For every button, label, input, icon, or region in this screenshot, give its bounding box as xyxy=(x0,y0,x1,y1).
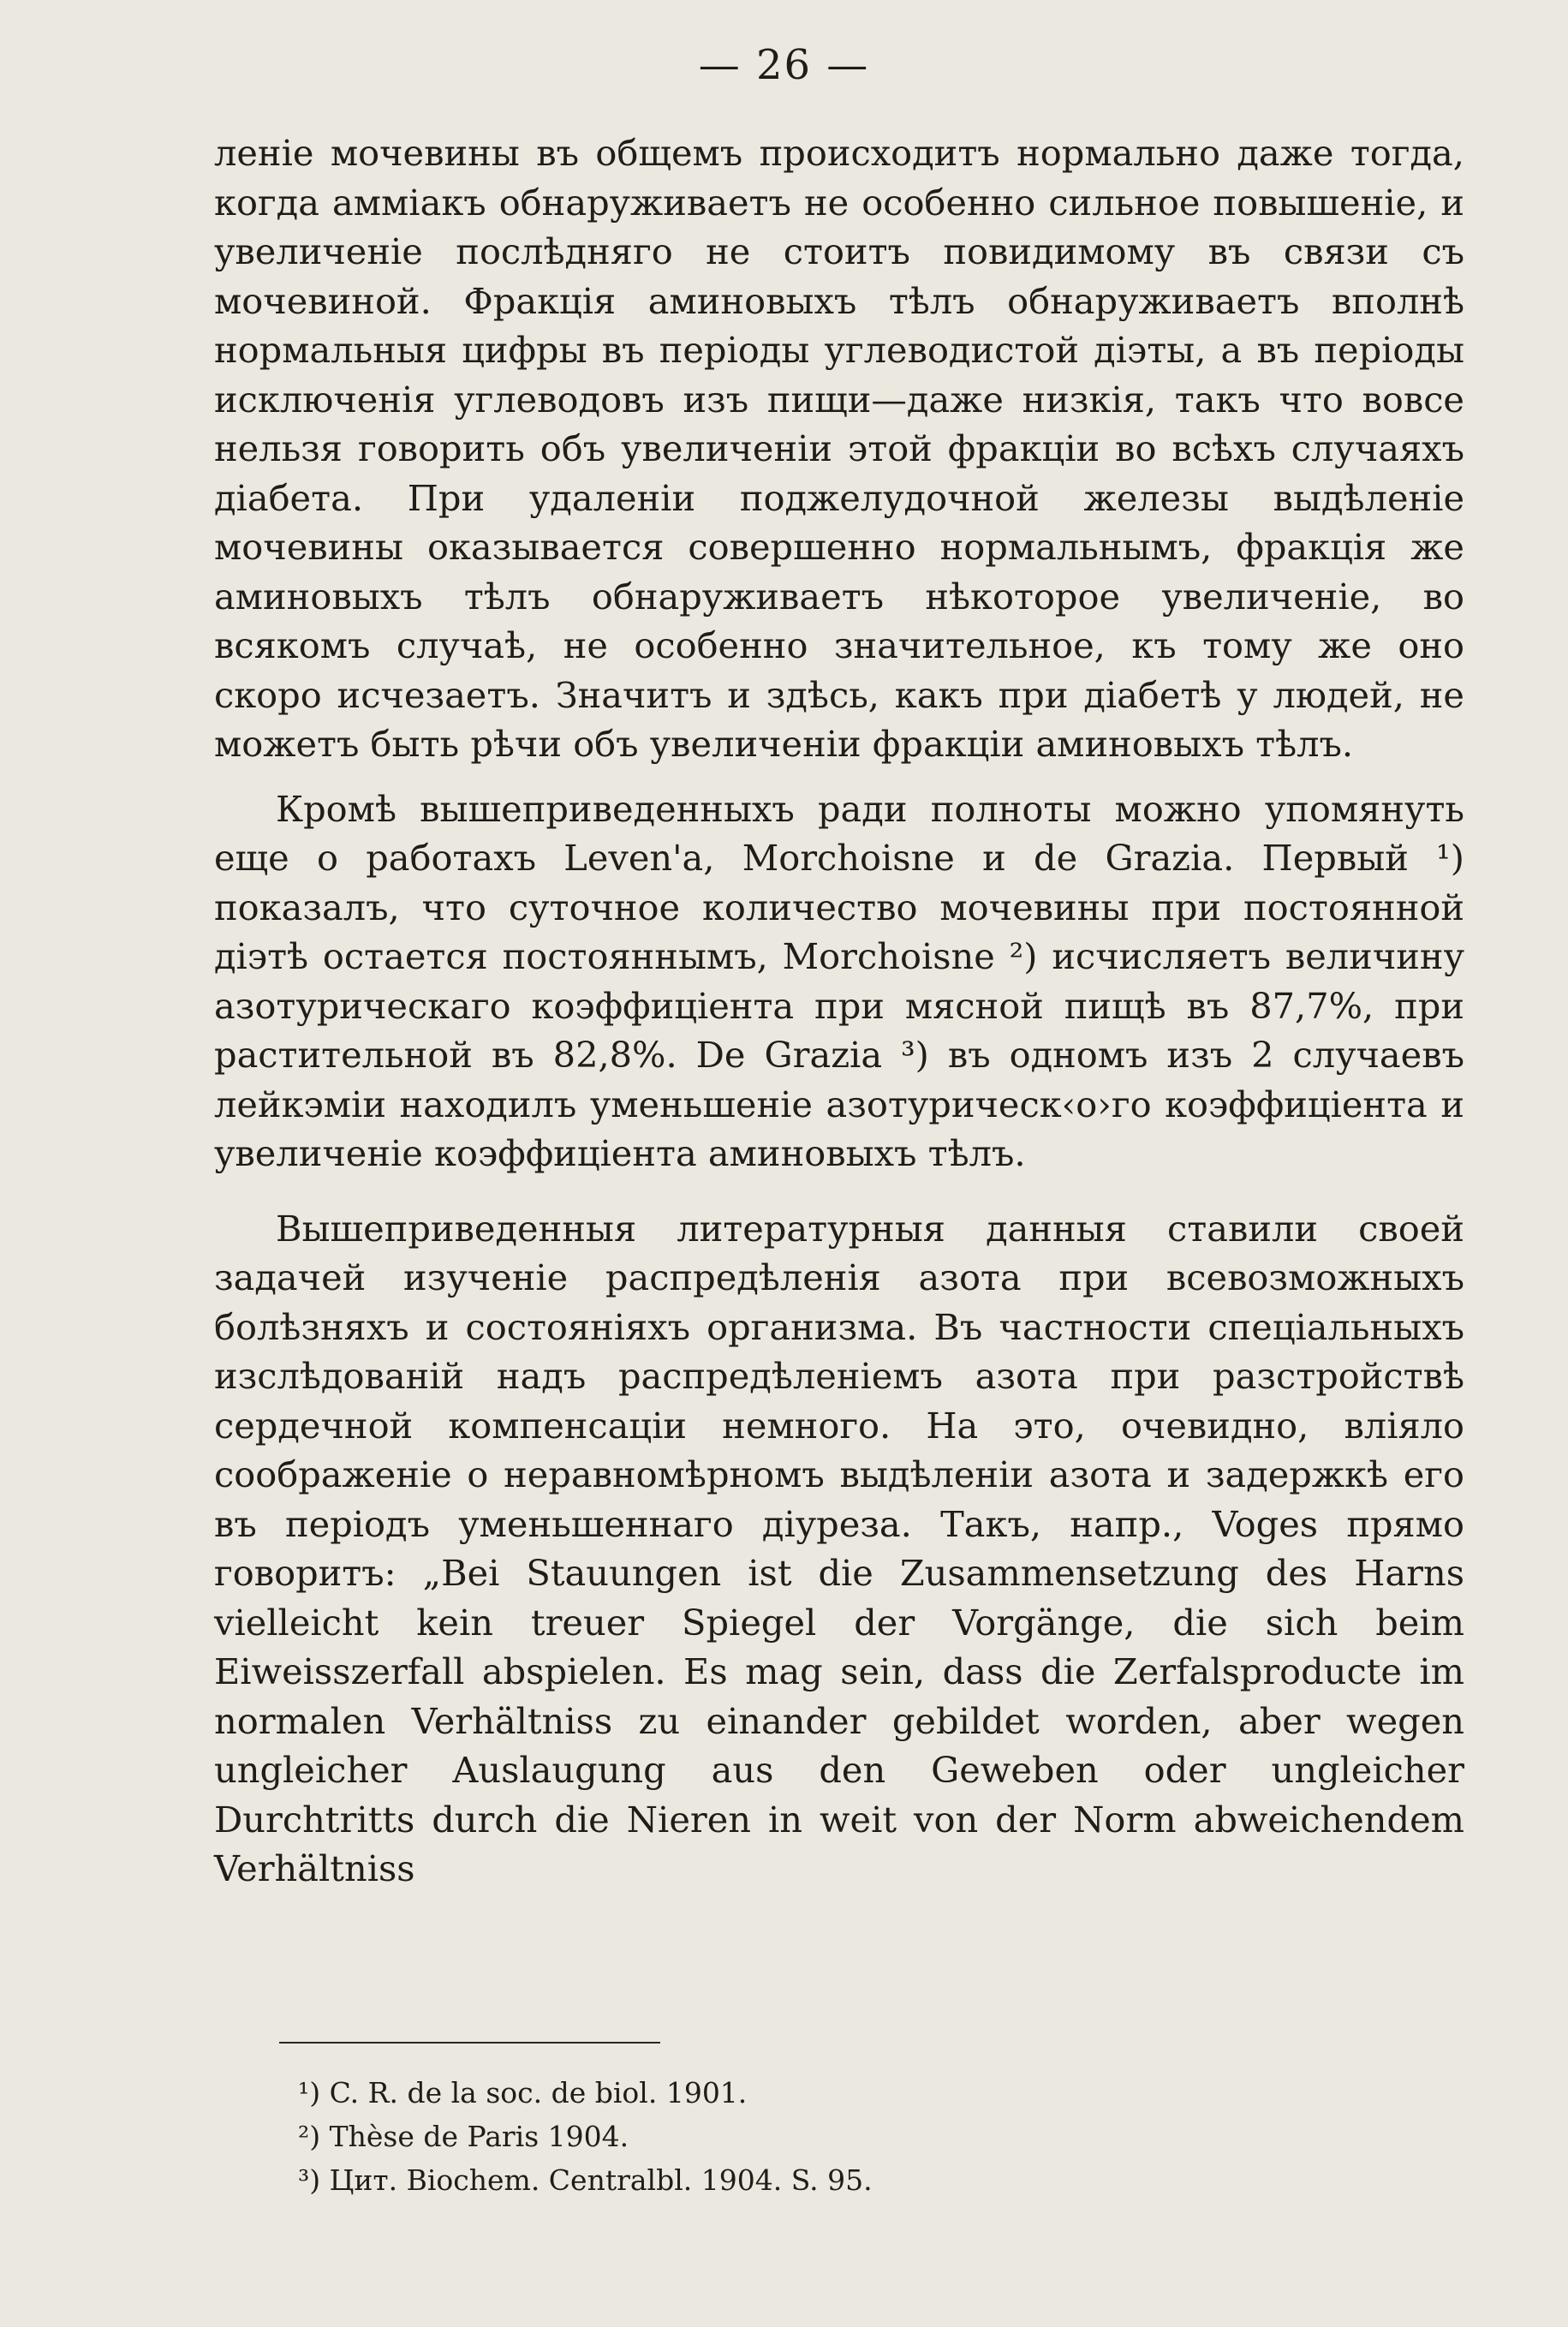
paragraph-3: Вышеприведенныя литературныя данныя ставили своей задачей изученiе распредѣленiя азота при всевозможныхъ болѣзняхъ и состоянiяхъ организма. Въ частности спецiальныхъ изслѣдованiй надъ распредѣленiемъ азота при разстройствѣ сердечной компенсацiи немного. На это, очевидно, влiяло соображенiе о неравномѣрномъ выдѣленiи азота и задержкѣ его въ перiодъ уменьшеннаго дiуреза. Такъ, напр., Voges прямо говоритъ: „Bei Stauungen ist die Zusammensetzung des Harns vielleicht kein treuer Spiegel der Vorgänge, die sich beim Eiweisszerfall abspielen. Es mag sein, dass die Zerfalsproducte im normalen Verhältniss zu einander gebildet worden, aber wegen ungleicher Auslaugung aus den Geweben oder ungleicher Durchtritts durch die Nieren in weit von der Norm abweichendem Verhältniss xyxy=(214,1207,1464,1889)
footnote-divider xyxy=(279,2042,660,2044)
footnote-3: ³) Цит. Biochem. Centralbl. 1904. S. 95. xyxy=(298,2163,873,2197)
footnotes xyxy=(298,2071,1326,2202)
body-text xyxy=(214,128,1464,1894)
page-number: — 26 — xyxy=(698,41,870,89)
paragraph-1: леніе мочевины въ общемъ происходитъ нормально даже тогда, когда аммiакъ обнаруживаетъ не особенно сильное повышенiе, и увеличенiе послѣдняго не стоитъ повидимому въ связи съ мочевиной. Фракцiя аминовыхъ тѣлъ обнаруживаетъ вполнѣ нормальныя цифры въ перiоды углеводистой дiэты, а въ перiоды исключенiя углеводовъ изъ пищи—даже низкiя, такъ что вовсе нельзя говорить объ увеличенiи этой фракцiи во всѣхъ случаяхъ дiабета. При удаленiи поджелудочной железы выдѣленiе мочевины оказывается совершенно нормальнымъ, фракцiя же аминовыхъ тѣлъ обнаруживаетъ нѣкоторое увеличенiе, во всякомъ случаѣ, не особенно значительное, къ тому же оно скоро исчезаетъ. Значитъ и здѣсь, какъ при дiабетѣ у людей, не можетъ быть рѣчи объ увеличенiи фракцiи аминовыхъ тѣлъ. xyxy=(214,132,1464,765)
footnote-2: ²) Thèse de Paris 1904. xyxy=(298,2120,629,2153)
footnote-1: ¹) C. R. de la soc. de biol. 1901. xyxy=(298,2076,748,2109)
paragraph-2: Кромѣ вышеприведенныхъ ради полноты можно упомянуть еще о работахъ Leven'a, Morchoisne и de Grazia. Первый ¹) показалъ, что суточное количество мочевины при постоянной дiэтѣ остается постояннымъ, Morchoisne ²) исчисляетъ величину азотурическаго коэффицiента при мясной пищѣ въ 87,7%, при растительной въ 82,8%. De Grazia ³) въ одномъ изъ 2 случаевъ лейкэмiи находилъ уменьшенiе азотурическ‹о›го коэффицiента и увеличенiе коэффицiента аминовыхъ тѣлъ. xyxy=(214,787,1464,1174)
